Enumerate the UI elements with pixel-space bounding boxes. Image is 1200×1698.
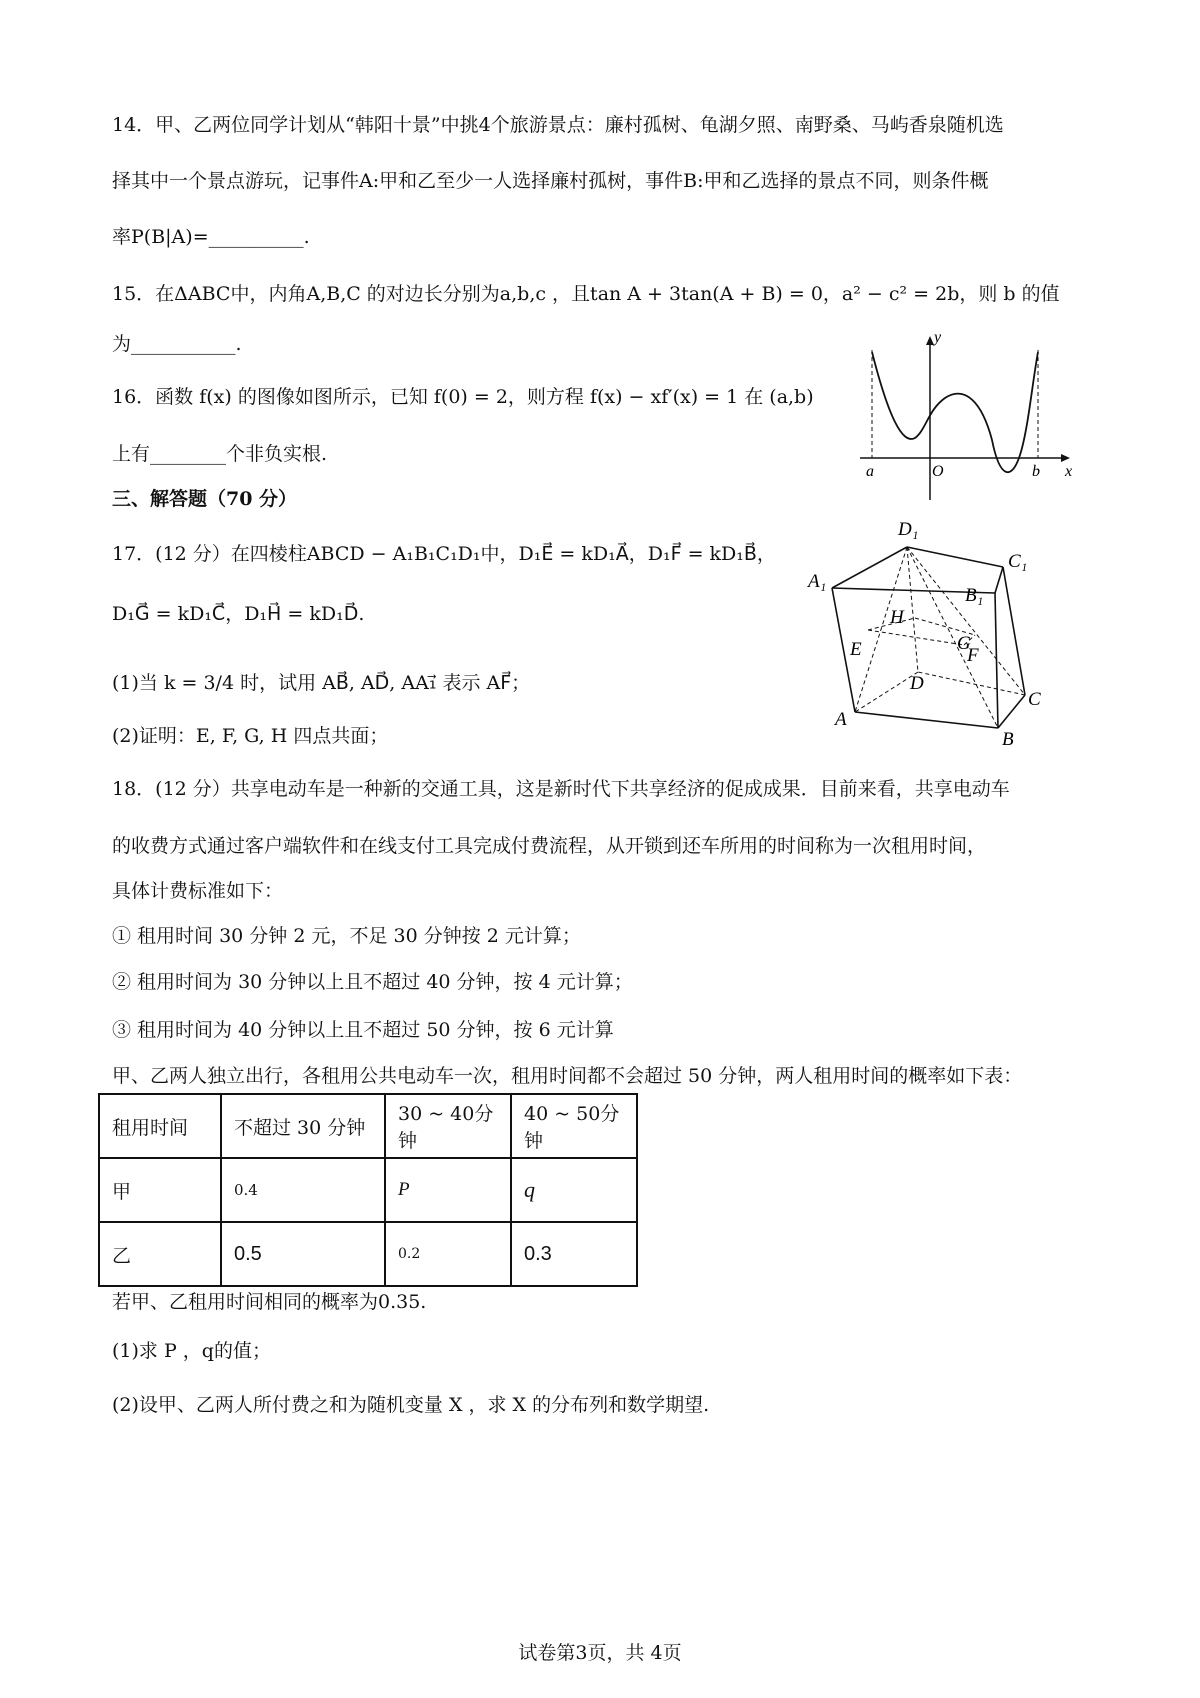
q14-line3: 率P(B|A)=__________. — [112, 226, 310, 248]
q14-line2: 择其中一个景点游玩，记事件A:甲和乙至少一人选择廉村孤树，事件B:甲和乙选择的景点不同，则条件概 — [112, 170, 989, 192]
graph-origin-label: O — [932, 463, 944, 480]
graph-y-label: y — [934, 330, 942, 346]
vertex-a1: A₁ — [808, 571, 827, 592]
table-cell: 0.2 — [385, 1222, 511, 1286]
vertex-c: C — [1028, 689, 1041, 710]
table-cell: 乙 — [99, 1222, 221, 1286]
table-cell: 0.3 — [511, 1222, 637, 1286]
vertex-d: D — [910, 673, 924, 694]
q18-part1: (1)求 P ，q的值； — [112, 1340, 271, 1362]
table-cell: P — [385, 1158, 511, 1222]
page-footer: 试卷第3页，共 4页 — [518, 1642, 682, 1664]
graph-x-label: x — [1065, 463, 1073, 480]
q18-rule2: ② 租用时间为 30 分钟以上且不超过 40 分钟，按 4 元计算； — [112, 971, 633, 993]
q17-part2: (2)证明：E, F, G, H 四点共面； — [112, 725, 389, 747]
point-e: E — [850, 639, 862, 660]
q18-rule1: ① 租用时间 30 分钟 2 元，不足 30 分钟按 2 元计算； — [112, 925, 581, 947]
vertex-d1: D₁ — [898, 519, 919, 540]
point-f: F — [967, 645, 979, 666]
vertex-b1: B₁ — [965, 585, 984, 606]
point-h: H — [890, 607, 904, 628]
table-cell: 甲 — [99, 1158, 221, 1222]
table-header-cell: 不超过 30 分钟 — [221, 1094, 385, 1158]
q18-line2: 的收费方式通过客户端软件和在线支付工具完成付费流程，从开锁到还车所用的时间称为一次租用时间， — [112, 835, 987, 857]
q15-line1: 15．在ΔABC中，内角A,B,C 的对边长分别为a,b,c ，且tan A + 3tan(A + B) = 0，a² − c² = 2b，则 b 的值 — [112, 283, 1060, 305]
rental-probability-table — [98, 1093, 638, 1287]
table-row — [99, 1158, 637, 1222]
graph-a-label: a — [866, 463, 874, 480]
q18-line1: 18．(12 分）共享电动车是一种新的交通工具，这是新时代下共享经济的促成成果．目前来看，共享电动车 — [112, 778, 1010, 800]
q18-intro: 甲、乙两人独立出行，各租用公共电动车一次，租用时间都不会超过 50 分钟，两人租用时间的概率如下表： — [112, 1065, 1023, 1087]
vertex-c1: C₁ — [1008, 551, 1028, 572]
q18-condition: 若甲、乙租用时间相同的概率为0.35. — [112, 1291, 427, 1313]
q17-line2: D₁G⃗ = kD₁C⃗，D₁H⃗ = kD₁D⃗. — [112, 603, 365, 625]
table-header-row — [99, 1094, 637, 1158]
table-header-cell: 租用时间 — [99, 1094, 221, 1158]
vertex-b: B — [1002, 729, 1014, 750]
table-header-cell: 40 ~ 50分钟 — [511, 1094, 637, 1158]
q18-part2: (2)设甲、乙两人所付费之和为随机变量 X ，求 X 的分布列和数学期望. — [112, 1394, 710, 1416]
q17-prism-figure — [800, 515, 1070, 750]
q17-line1: 17．(12 分）在四棱柱ABCD − A₁B₁C₁D₁中，D₁E⃗ = kD₁A⃗，D₁F⃗ = kD₁B⃗， — [112, 543, 776, 565]
table-cell: 0.5 — [221, 1222, 385, 1286]
q15-line2: 为___________. — [112, 333, 242, 355]
table-row — [99, 1222, 637, 1286]
q18-rule3: ③ 租用时间为 40 分钟以上且不超过 50 分钟，按 6 元计算 — [112, 1019, 614, 1041]
q14-line1: 14．甲、乙两位同学计划从“韩阳十景”中挑4个旅游景点：廉村孤树、龟湖夕照、南野桑、马屿香泉随机选 — [112, 114, 1004, 136]
graph-b-label: b — [1032, 463, 1040, 480]
q17-part1: (1)当 k = 3/4 时，试用 AB⃗, AD⃗, AA₁⃗ 表示 AF⃗； — [112, 672, 531, 694]
q16-line2: 上有________个非负实根. — [112, 443, 328, 465]
q18-line3: 具体计费标准如下： — [112, 880, 284, 902]
q16-line1: 16．函数 f(x) 的图像如图所示，已知 f(0) = 2，则方程 f(x) − xf′(x) = 1 在 (a,b) — [112, 386, 814, 408]
table-header-cell: 30 ~ 40分钟 — [385, 1094, 511, 1158]
q16-function-graph — [860, 330, 1080, 505]
point-g: G — [957, 633, 971, 654]
table-cell: 0.4 — [221, 1158, 385, 1222]
table-cell: q — [511, 1158, 637, 1222]
vertex-a: A — [835, 709, 847, 730]
section3-title: 三、解答题（70 分） — [112, 488, 298, 510]
